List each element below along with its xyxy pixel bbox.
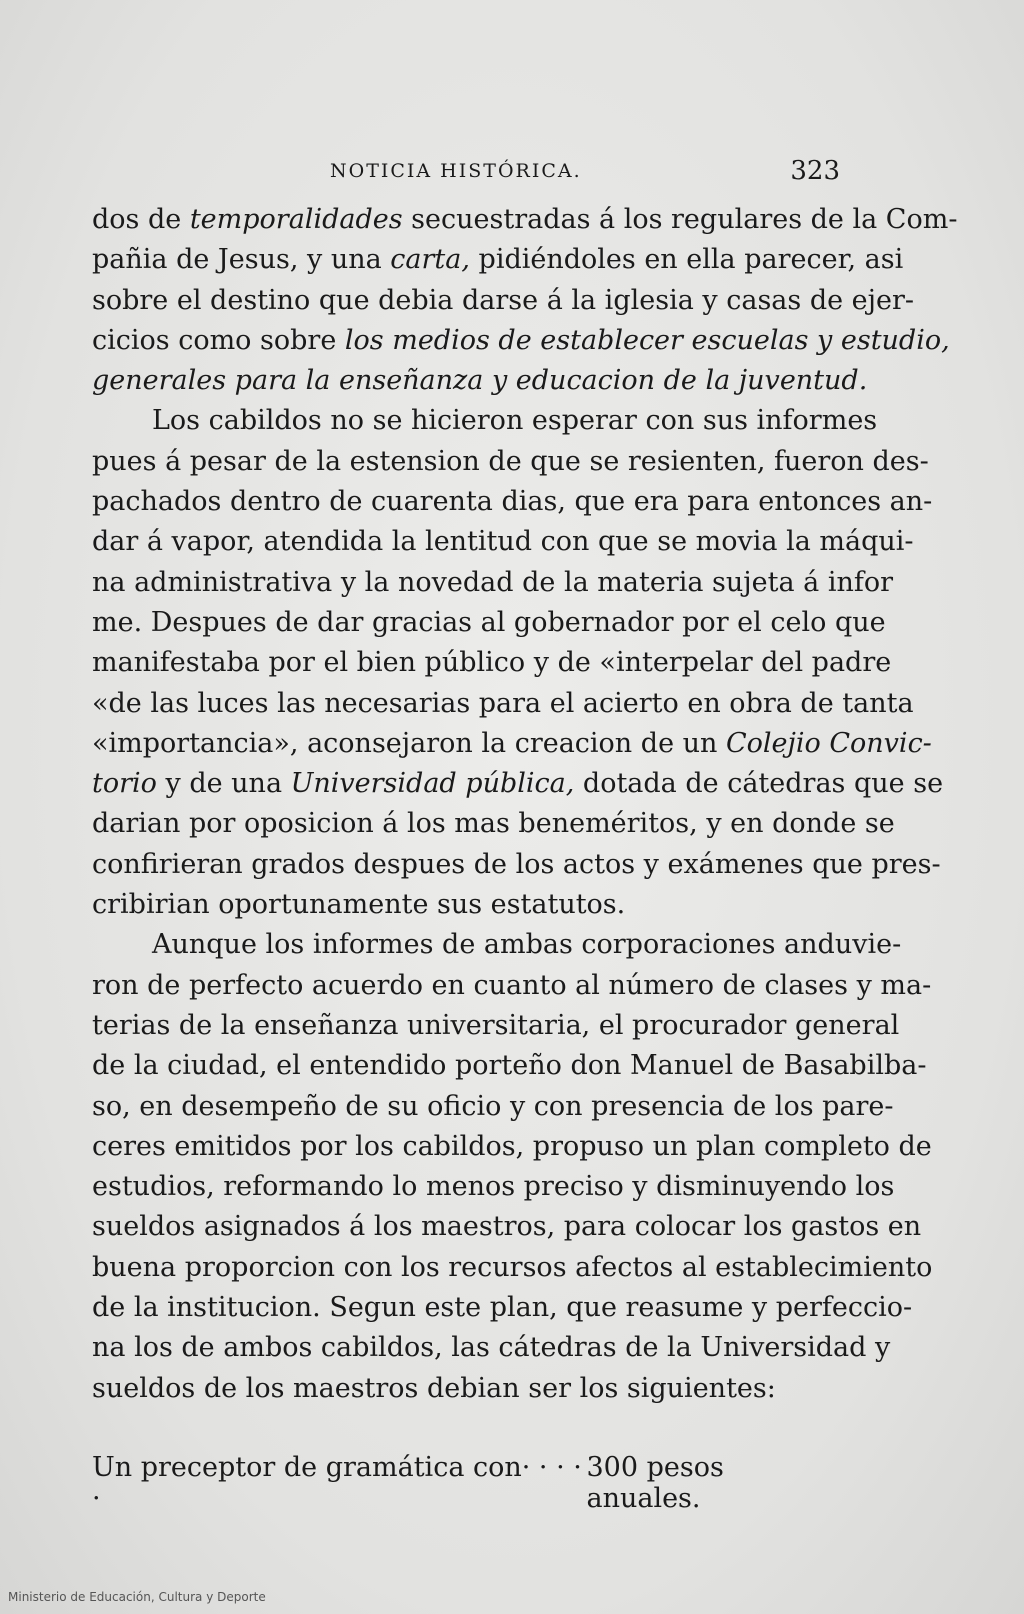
text-line [92,281,915,321]
text-line [92,1087,894,1127]
page-number: 323 [790,156,840,186]
italic-text: generales para la enseñanza y educacion de la juventud. [92,365,868,397]
text-line [92,1167,895,1207]
running-title: NOTICIA HISTÓRICA. [330,160,582,182]
text-segment: de la ciudad, el entendido porteño don Manuel de Basabilba- [92,1050,927,1082]
text-line [92,1006,900,1046]
salary-position: Un preceptor de gramática con· · · · · [92,1452,582,1514]
text-segment: terias de la enseñanza universitaria, el procurador general [92,1009,900,1041]
text-line [92,321,950,361]
italic-text: los medios de establecer escuelas y estudio, [344,324,950,356]
text-line [92,401,878,441]
salary-row [92,1452,840,1514]
text-line [92,482,933,522]
text-segment: Los cabildos no se hicieron esperar con sus informes [152,405,878,437]
text-line [92,1248,933,1288]
text-line [92,966,932,1006]
text-segment: cribirian oportunamente sus estatutos. [92,889,626,921]
text-line [92,1127,932,1167]
text-segment: secuestradas á los regulares de la Com- [402,204,958,235]
text-line [92,1328,891,1368]
text-segment: confirieran grados despues de los actos y exámenes que pres- [92,848,941,880]
text-line [92,200,958,240]
text-segment: buena proporcion con los recursos afectos al establecimiento [92,1251,933,1283]
text-line [92,643,892,683]
text-line [92,1207,922,1247]
text-line [92,563,894,603]
text-segment: de la institucion. Segun este plan, que reasume y perfeccio- [92,1292,913,1324]
text-segment: ceres emitidos por los cabildos, propuso un plan completo de [92,1130,932,1162]
text-line [92,885,840,925]
italic-text: Universidad pública, [290,768,575,800]
text-line [92,684,914,724]
text-segment: cicios como sobre [92,324,345,356]
running-head [100,152,840,192]
text-segment: dar á vapor, atendida la lentitud con que se movia la máqui- [92,526,914,558]
italic-text: Colejio Convic- [726,727,932,759]
text-line [92,240,904,280]
salary-amount: 300 pesos anuales. [586,1452,724,1514]
text-segment: manifestaba por el bien público y de «interpelar del padre [92,647,892,679]
text-segment: «importancia», aconsejaron la creacion de un [92,727,726,759]
text-segment: pidiéndoles en ella parecer, asi [469,244,904,276]
text-segment: na los de ambos cabildos, las cátedras de la Universidad y [92,1332,891,1364]
text-segment: estudios, reformando lo menos preciso y disminuyendo los [92,1171,895,1203]
text-line [92,522,914,562]
text-segment: y de una [156,768,291,800]
text-line [92,1046,927,1086]
text-segment: pachados dentro de cuarenta dias, que era para entonces an- [92,486,933,518]
text-segment: ron de perfecto acuerdo en cuanto al número de clases y ma- [92,969,932,1001]
text-line [92,845,941,885]
text-segment: so, en desempeño de su oficio y con presencia de los pare- [92,1090,894,1122]
text-segment: dotada de cátedras que se [574,768,944,800]
text-segment: darian por oposicion á los mas beneméritos, y en donde se [92,808,895,840]
text-line [92,1369,840,1409]
text-line [92,804,895,844]
text-line [92,764,944,804]
text-segment: «de las luces las necesarias para el acierto en obra de tanta [92,687,914,719]
text-segment: me. Despues de dar gracias al gobernador por el celo que [92,606,886,638]
italic-text: carta, [390,244,470,276]
text-line [92,724,932,764]
italic-text: torio [92,768,157,800]
text-segment: na administrativa y la novedad de la materia sujeta á infor [92,566,894,598]
text-line [92,1288,913,1328]
text-segment: dos de [92,204,190,235]
text-line [92,442,929,482]
italic-text: temporalidades [189,204,403,235]
text-line [92,925,902,965]
footer-credit: Ministerio de Educación, Cultura y Deporte [8,1590,266,1604]
text-segment: pues á pesar de la estension de que se resienten, fueron des- [92,445,929,477]
text-segment: sueldos de los maestros debian ser los siguientes: [92,1372,776,1404]
text-segment: sobre el destino que debia darse á la iglesia y casas de ejer- [92,284,915,316]
text-segment: sueldos asignados á los maestros, para colocar los gastos en [92,1211,922,1243]
body-text [92,200,958,1409]
text-segment: pañia de Jesus, y una [92,244,391,276]
text-line [92,361,868,401]
text-line [92,603,886,643]
text-segment: Aunque los informes de ambas corporaciones anduvie- [152,929,902,961]
